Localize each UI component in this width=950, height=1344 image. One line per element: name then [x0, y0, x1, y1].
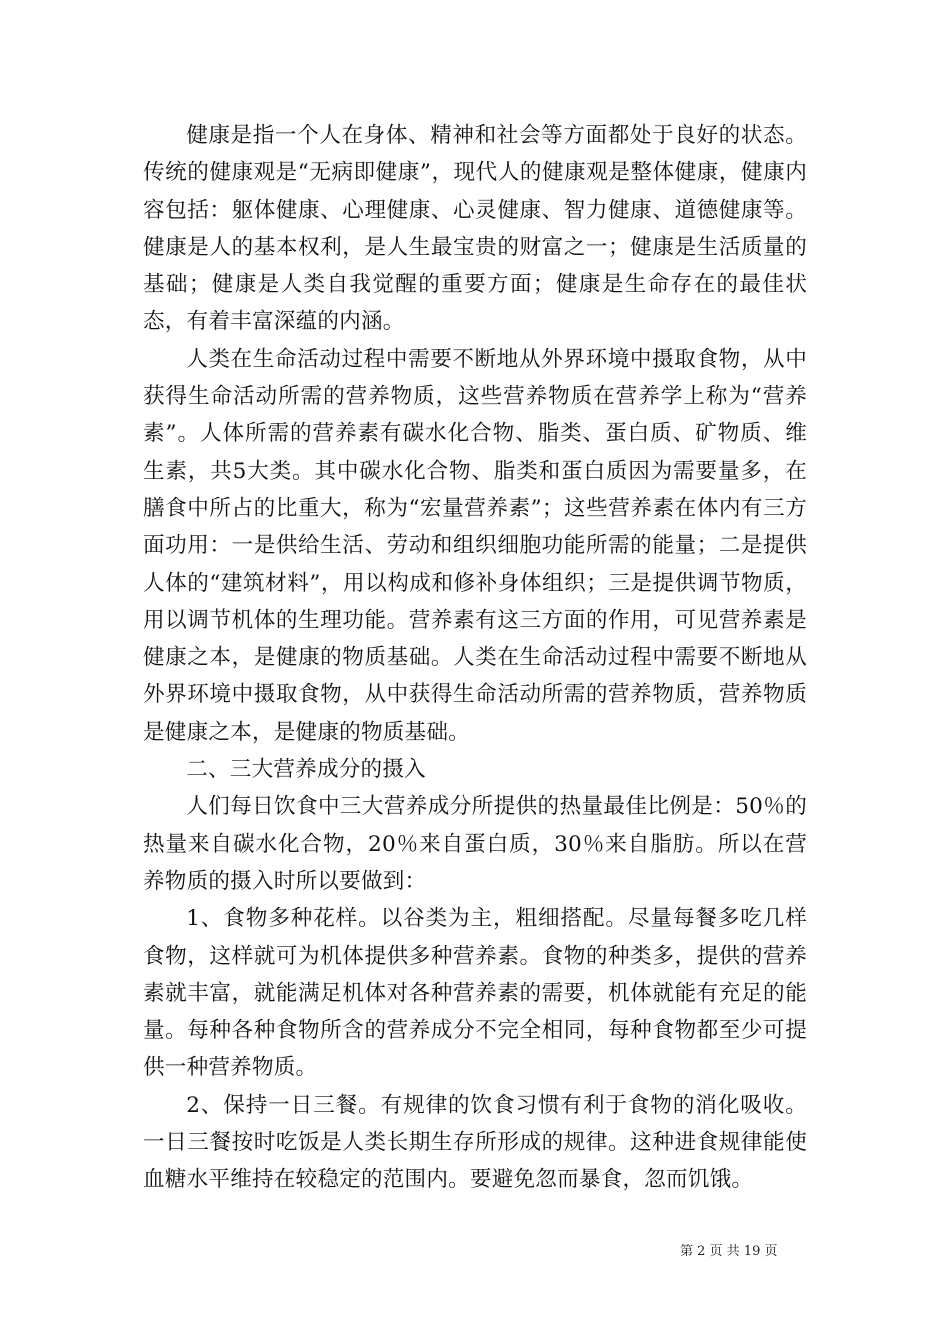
- page-number: 第 2 页 共 19 页: [680, 1244, 778, 1259]
- paragraph-food-variety: 1、食物多种花样。以谷类为主，粗细搭配。尽量每餐多吃几样食物，这样就可为机体提供多种营养素。食物的种类多，提供的营养素就丰富，就能满足机体对各种营养素的需要，机体就能有充足的能量。每种各种食物所含的营养成分不完全相同，每种食物都至少可提供一种营养物质。: [143, 906, 807, 1081]
- paragraph-three-meals: 2、保持一日三餐。有规律的饮食习惯有利于食物的消化吸收。一日三餐按时吃饭是人类长期生存所形成的规律。这种进食规律能使血糖水平维持在较稳定的范围内。要避免忽而暴食，忽而饥饿。: [143, 1092, 807, 1193]
- paragraph-health-definition: 健康是指一个人在身体、精神和社会等方面都处于良好的状态。传统的健康观是“无病即健康”，现代人的健康观是整体健康，健康内容包括：躯体健康、心理健康、心灵健康、智力健康、道德健康等。健康是人的基本权利，是人生最宝贵的财富之一；健康是生活质量的基础；健康是人类自我觉醒的重要方面；健康是生命存在的最佳状态，有着丰富深蕴的内涵。: [143, 123, 807, 335]
- paragraph-nutrients: 人类在生命活动过程中需要不断地从外界环境中摄取食物，从中获得生命活动所需的营养物质，这些营养物质在营养学上称为“营养素”。人体所需的营养素有碳水化合物、脂类、蛋白质、矿物质、维生素，共5大类。其中碳水化合物、脂类和蛋白质因为需要量多，在膳食中所占的比重大，称为“宏量营养素”；这些营养素在体内有三方面功用：一是供给生活、劳动和组织细胞功能所需的能量；二是提供人体的“建筑材料”，用以构成和修补身体组织；三是提供调节物质，用以调节机体的生理功能。营养素有这三方面的作用，可见营养素是健康之本，是健康的物质基础。人类在生命活动过程中需要不断地从外界环境中摄取食物，从中获得生命活动所需的营养物质，营养物质是健康之本，是健康的物质基础。: [143, 346, 807, 745]
- paragraph-energy-ratio: 人们每日饮食中三大营养成分所提供的热量最佳比例是：50％的热量来自碳水化合物，20％来自蛋白质，30％来自脂肪。所以在营养物质的摄入时所以要做到：: [143, 794, 807, 894]
- document-body: [143, 117, 807, 1199]
- section-heading-intake: 二、三大营养成分的摄入: [186, 757, 426, 783]
